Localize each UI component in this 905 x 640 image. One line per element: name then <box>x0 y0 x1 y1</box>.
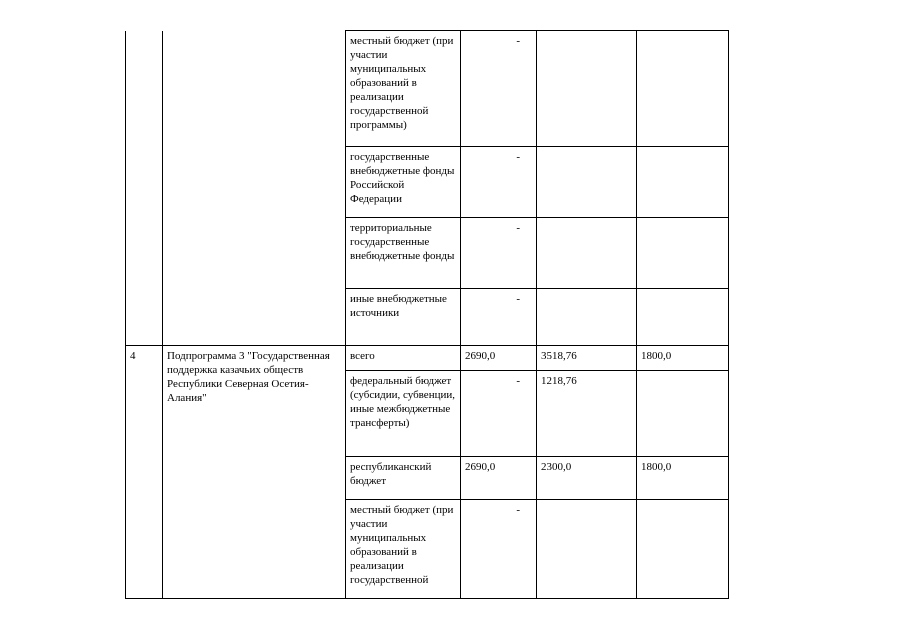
table-row <box>126 346 729 371</box>
funding-source-cell: территориальные государственные внебюджетные фонды <box>346 218 461 289</box>
value-year2-cell: 1218,76 <box>537 371 637 457</box>
funding-source-cell: государственные внебюджетные фонды Российской Федерации <box>346 147 461 218</box>
value-year2-cell <box>537 147 637 218</box>
program-name-cell: Подпрограмма 3 "Государственная поддержка казачьих обществ Республики Северная Осетия-Алания" <box>163 346 346 599</box>
value-year2-cell <box>537 289 637 346</box>
value-year3-cell <box>637 289 729 346</box>
value-year2-cell <box>537 500 637 599</box>
value-year1-cell: - <box>461 31 537 147</box>
budget-table <box>125 30 729 599</box>
value-year1-cell: - <box>461 500 537 599</box>
value-year1-cell: - <box>461 371 537 457</box>
table-row <box>126 31 729 147</box>
value-year3-cell: 1800,0 <box>637 346 729 371</box>
row-number-cell <box>126 31 163 346</box>
value-year2-cell: 2300,0 <box>537 457 637 500</box>
value-year2-cell: 3518,76 <box>537 346 637 371</box>
value-year1-cell: - <box>461 289 537 346</box>
value-year1-cell: 2690,0 <box>461 457 537 500</box>
value-year1-cell: - <box>461 218 537 289</box>
value-year3-cell <box>637 31 729 147</box>
funding-source-cell: республиканский бюджет <box>346 457 461 500</box>
row-number-cell: 4 <box>126 346 163 599</box>
program-name-cell <box>163 31 346 346</box>
funding-source-cell: местный бюджет (при участии муниципальных образований в реализации государственной <box>346 500 461 599</box>
value-year3-cell <box>637 500 729 599</box>
value-year2-cell <box>537 31 637 147</box>
funding-source-cell: местный бюджет (при участии муниципальных образований в реализации государственной программы) <box>346 31 461 147</box>
funding-source-cell: федеральный бюджет (субсидии, субвенции, иные межбюджетные трансферты) <box>346 371 461 457</box>
value-year3-cell <box>637 147 729 218</box>
funding-source-cell: всего <box>346 346 461 371</box>
value-year1-cell: - <box>461 147 537 218</box>
value-year3-cell: 1800,0 <box>637 457 729 500</box>
funding-source-cell: иные внебюджетные источники <box>346 289 461 346</box>
value-year3-cell <box>637 371 729 457</box>
value-year1-cell: 2690,0 <box>461 346 537 371</box>
value-year2-cell <box>537 218 637 289</box>
value-year3-cell <box>637 218 729 289</box>
